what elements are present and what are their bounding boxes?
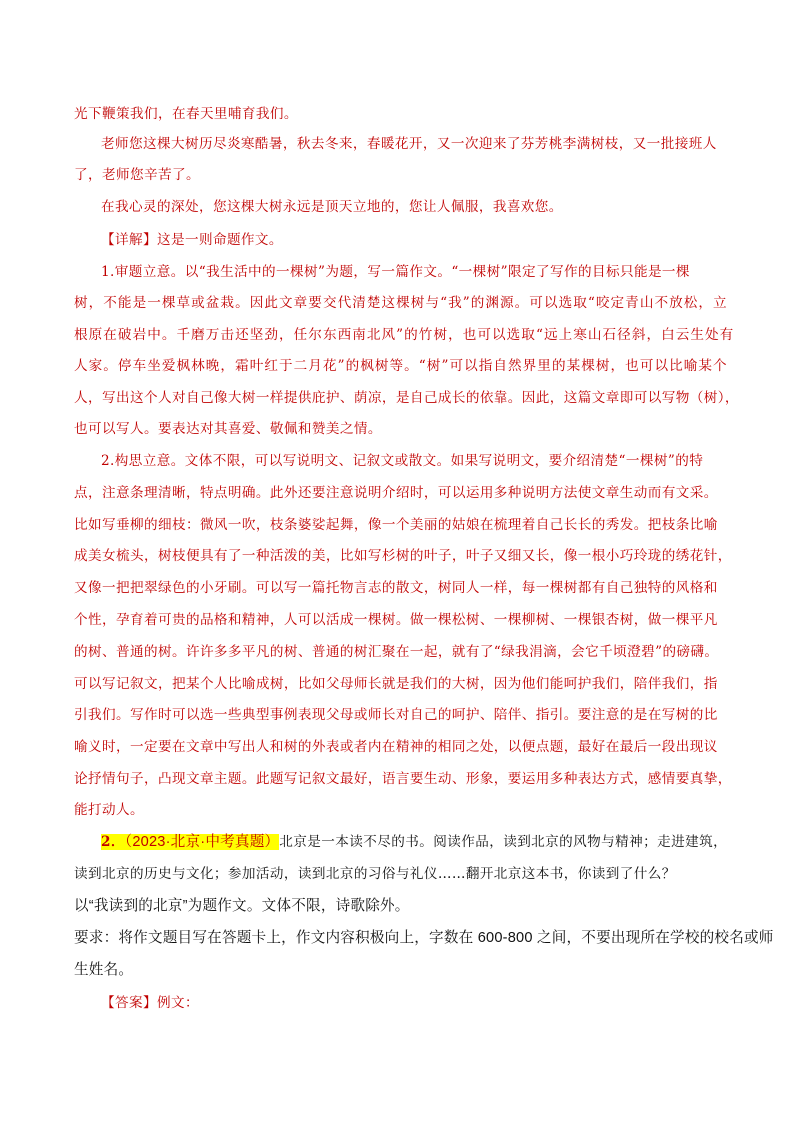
essay-line: 老师您这棵大树历尽炎寒酷暑，秋去冬来，春暖花开，又一次迎来了芬芳桃李满树枝，又一批接班人 <box>101 136 717 152</box>
explanation-line: 比如写垂柳的细枝：微风一吹，枝条婆娑起舞，像一个美丽的姑娘在梳理着自己长长的秀发。把枝条比喻 <box>74 517 718 533</box>
question-requirements: 要求：将作文题目写在答题卡上，作文内容积极向上，字数在 600-800 之间，不要出现所在学校的校名或师 <box>74 930 774 946</box>
question-2-label <box>101 834 279 850</box>
explanation-line: 喻义时，一定要在文章中写出人和树的外表或者内在精神的相同之处，以便点题，最好在最后一段出现议 <box>74 739 718 755</box>
explanation-line: 可以写记叙文，把某个人比喻成树，比如父母师长就是我们的大树，因为他们能呵护我们，陪伴我们，指 <box>74 676 718 692</box>
explanation-line: 根原在破岩中。千磨万击还坚劲，任尔东西南北风”的竹树，也可以选取“远上寒山石径斜，白云生处有 <box>74 327 735 343</box>
explanation-line: 能打动人。 <box>74 802 144 818</box>
answer-heading: 【答案】例文： <box>101 995 199 1011</box>
explanation-line: 成美女梳头，树枝便具有了一种活泼的美，比如写杉树的叶子，叶子又细又长，像一根小巧玲珑的绣花针， <box>74 548 732 564</box>
essay-line: 了，老师您辛苦了。 <box>74 167 200 183</box>
question-title-line: 以“我读到的北京”为题作文。文体不限，诗歌除外。 <box>74 898 410 914</box>
explanation-line: 的树、普通的树。许许多多平凡的树、普通的树汇聚在一起，就有了“绿我涓滴，会它千顷澄碧”的磅礴。 <box>74 644 719 660</box>
explanation-line: 1.审题立意。以“我生活中的一棵树”为题，写一篇作文。“一棵树”限定了写作的目标只能是一棵 <box>101 264 690 280</box>
essay-line: 光下鞭策我们，在春天里哺育我们。 <box>74 106 298 122</box>
explanation-line: 2.构思立意。文体不限，可以写说明文、记叙文或散文。如果写说明文，要介绍清楚“一棵树”的特 <box>101 453 704 469</box>
essay-line: 在我心灵的深处，您这棵大树永远是顶天立地的，您让人佩服，我喜欢您。 <box>101 199 563 215</box>
explanation-heading: 【详解】这是一则命题作文。 <box>101 232 283 248</box>
explanation-line: 人家。停车坐爱枫林晚，霜叶红于二月花”的枫树等。“树”可以指自然界里的某棵树，也可以比喻某个 <box>74 358 728 374</box>
question-text-line: 读到北京的历史与文化；参加活动，读到北京的习俗与礼仪……翻开北京这本书，你读到了什么？ <box>74 866 676 882</box>
question-text: 北京是一本读不尽的书。阅读作品，读到北京的风物与精神；走进建筑， <box>279 834 728 850</box>
explanation-line: 人，写出这个人对自己像大树一样提供庇护、荫凉，是自己成长的依靠。因此，这篇文章即可以写物（树）， <box>74 390 739 406</box>
explanation-line: 树，不能是一棵草或盆栽。因此文章要交代清楚这棵树与“我”的渊源。可以选取“咬定青山不放松，立 <box>74 295 728 311</box>
question-2-prompt <box>101 832 771 852</box>
explanation-line: 论抒情句子，凸现文章主题。此题写记叙文最好，语言要生动、形象，要运用多种表达方式，感情要真挚， <box>74 771 732 787</box>
question-source: （2023·北京·中考真题） <box>124 834 280 850</box>
explanation-line: 也可以写人。要表达对其喜爱、敬佩和赞美之情。 <box>74 421 382 437</box>
explanation-line: 又像一把把翠绿色的小牙刷。可以写一篇托物言志的散文，树同人一样，每一棵树都有自己独特的风格和 <box>74 580 718 596</box>
explanation-line: 个性，孕育着可贵的品格和精神，人可以活成一棵树。做一棵松树、一棵柳树、一棵银杏树，做一棵平凡 <box>74 612 718 628</box>
explanation-line: 点，注意条理清晰，特点明确。此外还要注意说明介绍时，可以运用多种说明方法使文章生动而有文采。 <box>74 485 718 501</box>
explanation-line: 引我们。写作时可以选一些典型事例表现父母或师长对自己的呵护、陪伴、指引。要注意的是在写树的比 <box>74 707 718 723</box>
question-requirements-cont: 生姓名。 <box>74 962 134 978</box>
question-number: 2． <box>101 834 125 850</box>
